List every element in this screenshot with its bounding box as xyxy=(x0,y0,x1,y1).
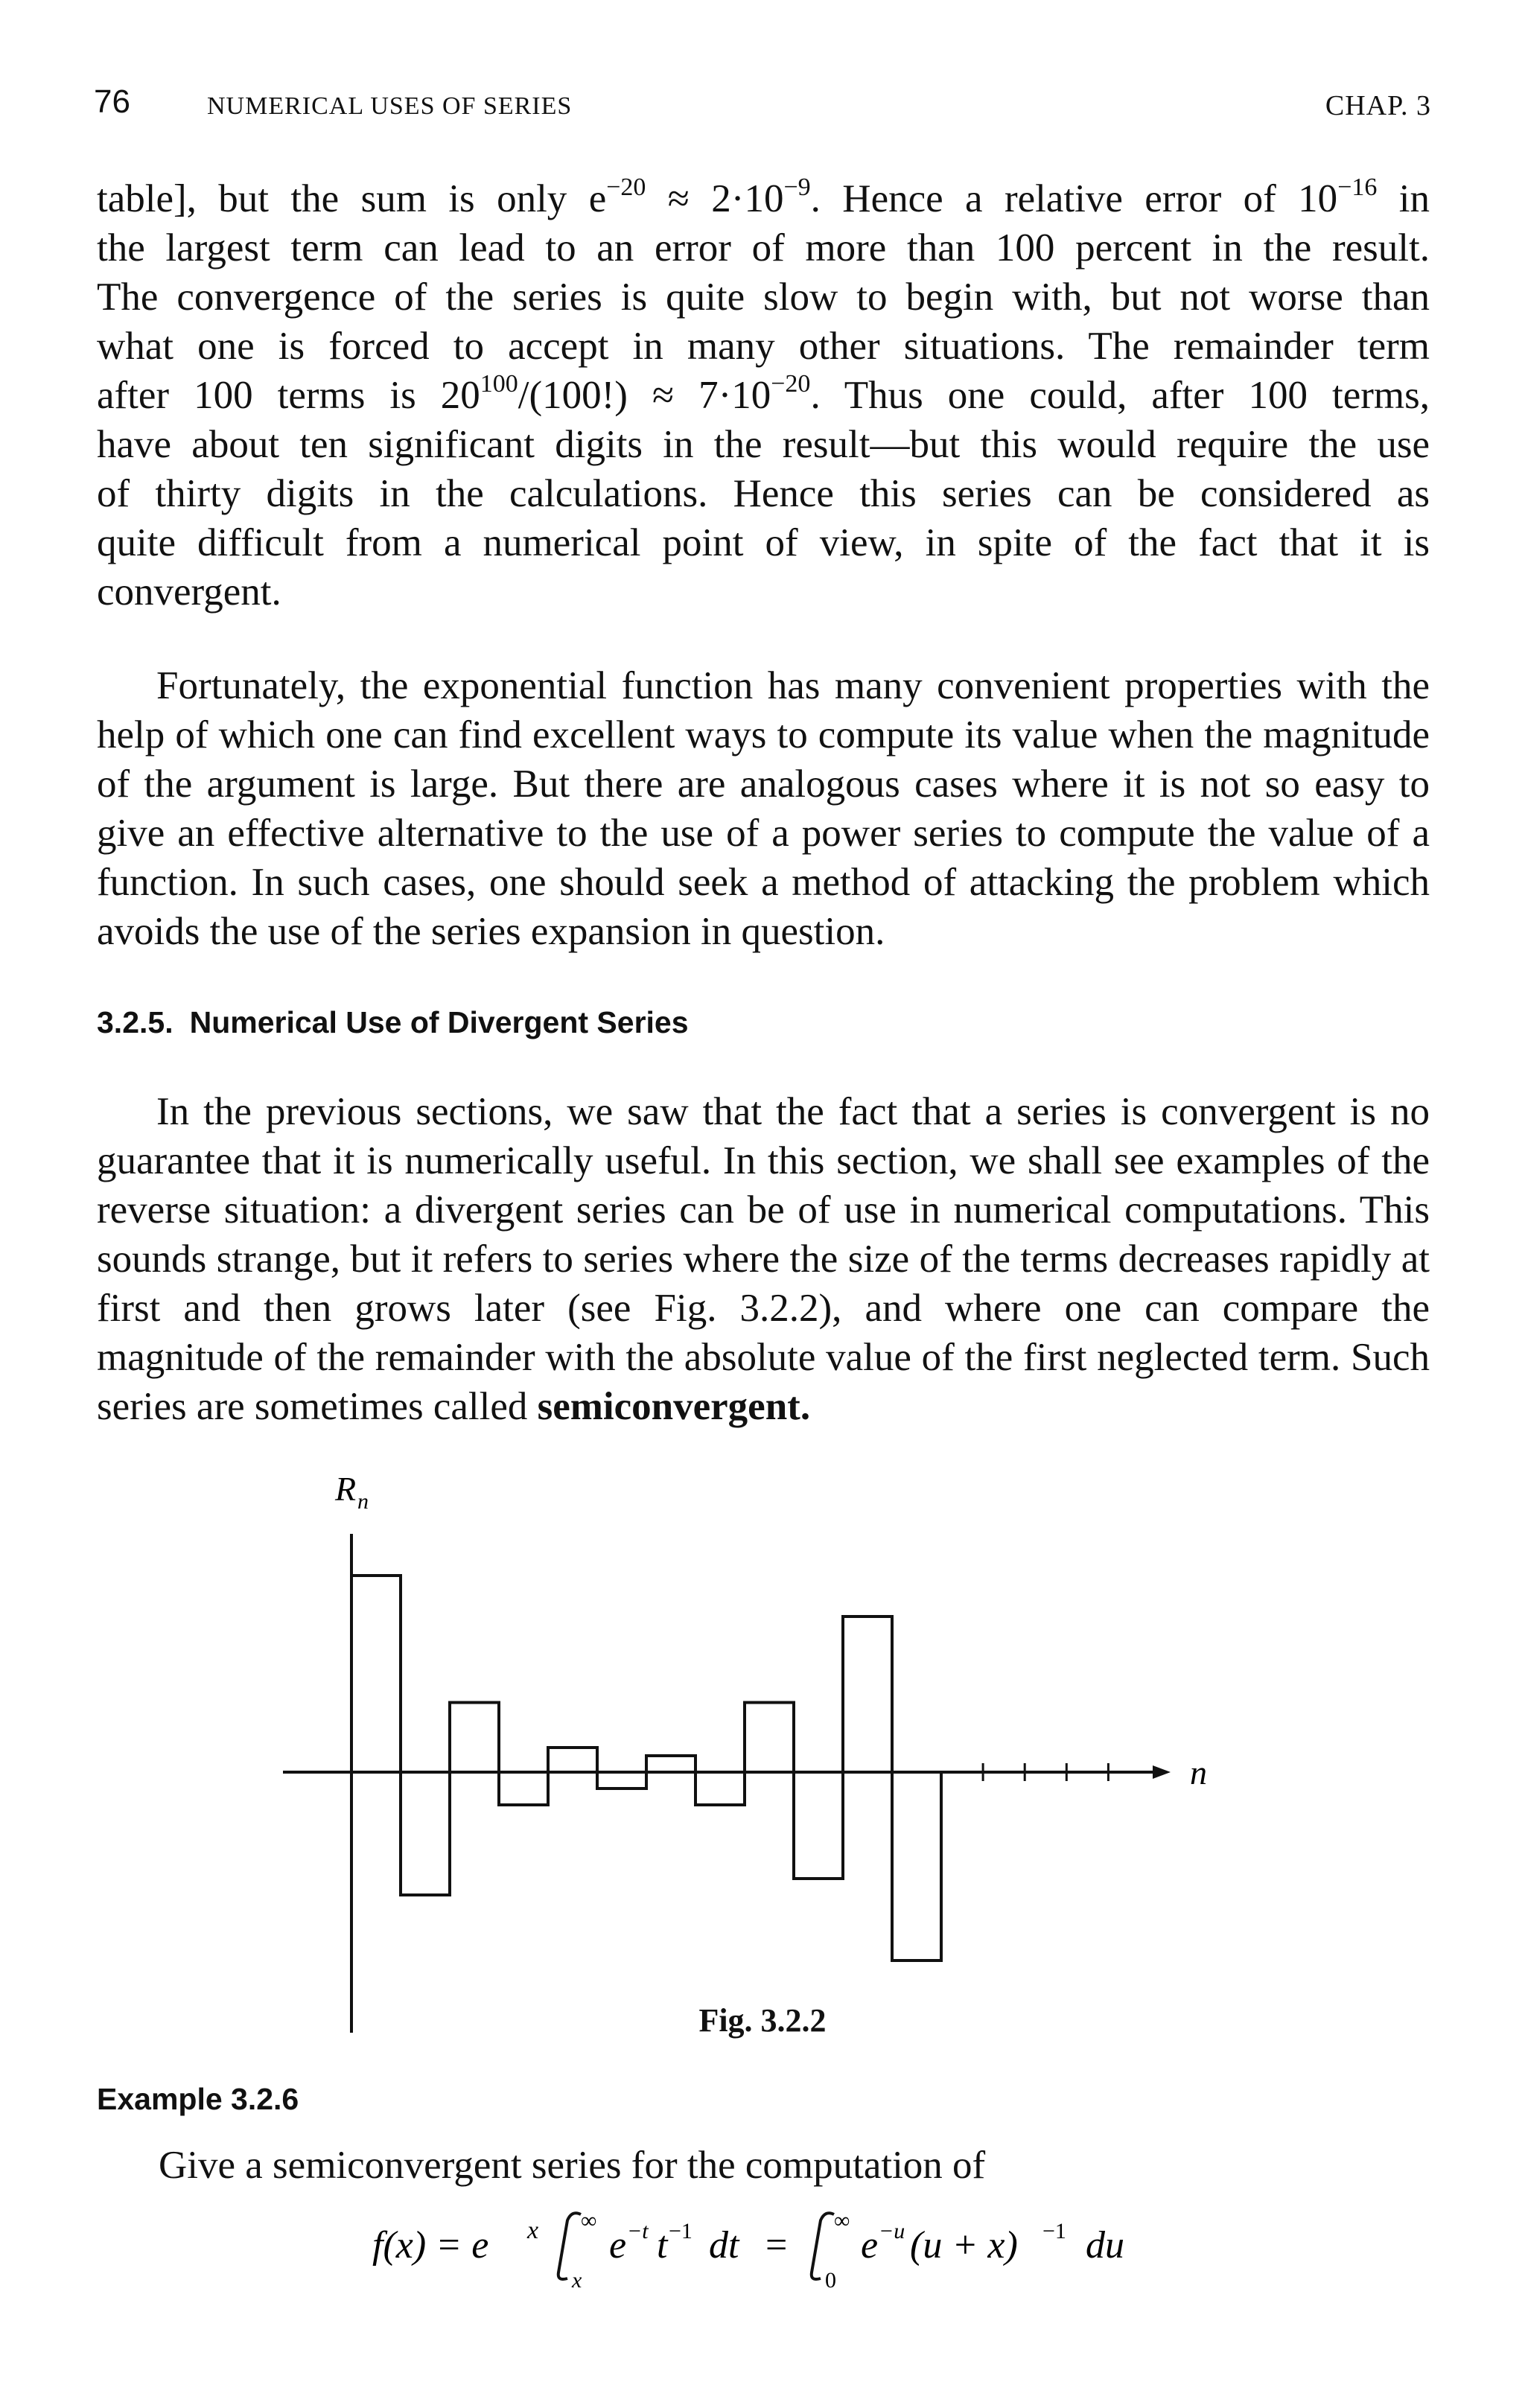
y-axis-label: R xyxy=(335,1470,357,1508)
int2-lower: 0 xyxy=(825,2268,836,2293)
int2-upper: ∞ xyxy=(834,2208,850,2233)
section-number: 3.2.5. xyxy=(97,1005,173,1039)
example-prompt: Give a semiconvergent series for the computation of xyxy=(159,2144,986,2187)
remainder-step-3 xyxy=(450,1703,499,1773)
x-axis-arrowhead xyxy=(1153,1765,1171,1779)
chapter-label: CHAP. 3 xyxy=(1325,90,1431,121)
p1-line-9: convergent. xyxy=(97,570,281,614)
remainder-step-9 xyxy=(745,1703,794,1773)
int1-lower: x xyxy=(572,2268,582,2293)
figure-marks xyxy=(283,1470,1207,2033)
formula-lhs-sup: x xyxy=(527,2217,539,2244)
int1-upper: ∞ xyxy=(581,2208,597,2233)
y-axis-label-subscript: n xyxy=(357,1489,369,1514)
formula-lhs: f(x) = e xyxy=(372,2224,489,2267)
formula-equals: = xyxy=(765,2224,788,2267)
example-formula xyxy=(372,2204,1206,2293)
remainder-step-8 xyxy=(695,1772,745,1805)
int2-du: du xyxy=(1086,2224,1124,2267)
int1-t-sup: −1 xyxy=(669,2219,693,2243)
int1-dt: dt xyxy=(709,2224,739,2267)
p1-line-6: have about ten significant digits in the result—but this would require the use xyxy=(97,423,1430,466)
int2-paren: (u + x) xyxy=(910,2224,1018,2267)
remainder-step-2 xyxy=(401,1772,450,1895)
remainder-step-11 xyxy=(843,1617,892,1772)
paragraph-3-text: In the previous sections, we saw that the fact that a series is convergent is no guarantee that it is numerically useful. In this section, we shall see examples of the reverse situation: a divergent series can be of use in numerical computations. This sounds strange, but it refers to series where the size of the terms decreases rapidly at first and then grows later (see Fig. 3.2.2), and where one can compare the magnitude of the remainder with the absolute value of the first neglected term. Such series are sometimes called xyxy=(97,1090,1430,1428)
section-heading xyxy=(97,1005,689,1040)
page-header xyxy=(94,83,1431,128)
remainder-step-6 xyxy=(597,1772,646,1789)
p1-line-5: after 100 terms is $20^{100}/(100!) \approx 7\cdot 10^{-20}$. Thus one could, after 100 terms, xyxy=(97,370,1430,417)
page-number: 76 xyxy=(94,83,130,120)
int2-paren-sup: −1 xyxy=(1042,2219,1066,2243)
term-semiconvergent: semiconvergent. xyxy=(537,1385,811,1428)
paragraph-3 xyxy=(97,1087,1430,1431)
running-title: NUMERICAL USES OF SERIES xyxy=(207,92,573,120)
figure-3-2-2 xyxy=(283,1459,1325,2070)
remainder-step-5 xyxy=(548,1748,597,1772)
figure-caption: Fig. 3.2.2 xyxy=(698,2002,827,2039)
example-heading: Example 3.2.6 xyxy=(97,2082,299,2116)
p1-line-4: what one is forced to accept in many other situations. The remainder term xyxy=(97,325,1430,368)
int2-body: e xyxy=(861,2224,879,2267)
int2-body-sup: −u xyxy=(879,2219,905,2243)
int1-body-sup: −t xyxy=(627,2219,649,2243)
p1-line-8: quite difficult from a numerical point of view, in spite of the fact that it is xyxy=(97,521,1430,564)
paragraph-2: Fortunately, the exponential function has many convenient properties with the help of which one can find excellent ways to compute its value when the magnitude of the argument is large. But there are analogous cases where it is not so easy to give an effective alternative to the use of a power series to compute the value of a function. In such cases, one should seek a method of attacking the problem which avoids the use of the series expansion in question. xyxy=(97,664,1430,953)
int1-t: t xyxy=(657,2224,668,2267)
remainder-step-10 xyxy=(794,1772,843,1879)
remainder-step-1 xyxy=(351,1576,401,1772)
p1-line-7: of thirty digits in the calculations. Hence this series can be considered as xyxy=(97,472,1430,515)
section-title: Numerical Use of Divergent Series xyxy=(189,1005,689,1039)
x-axis-label: n xyxy=(1190,1754,1207,1791)
p1-line-1: table], but the sum is only $e^{-20} \approx 2\cdot 10^{-9}$. Hence a relative error of $10^{-16}$ in xyxy=(97,173,1430,220)
remainder-step-12 xyxy=(892,1772,941,1961)
paragraph-1 xyxy=(97,174,1430,617)
int1-body: e xyxy=(609,2224,627,2267)
remainder-step-7 xyxy=(646,1756,695,1772)
p1-line-2: the largest term can lead to an error of more than 100 percent in the result. xyxy=(97,226,1430,270)
remainder-step-4 xyxy=(499,1772,548,1805)
p1-line-3: The convergence of the series is quite slow to begin with, but not worse than xyxy=(97,275,1430,319)
